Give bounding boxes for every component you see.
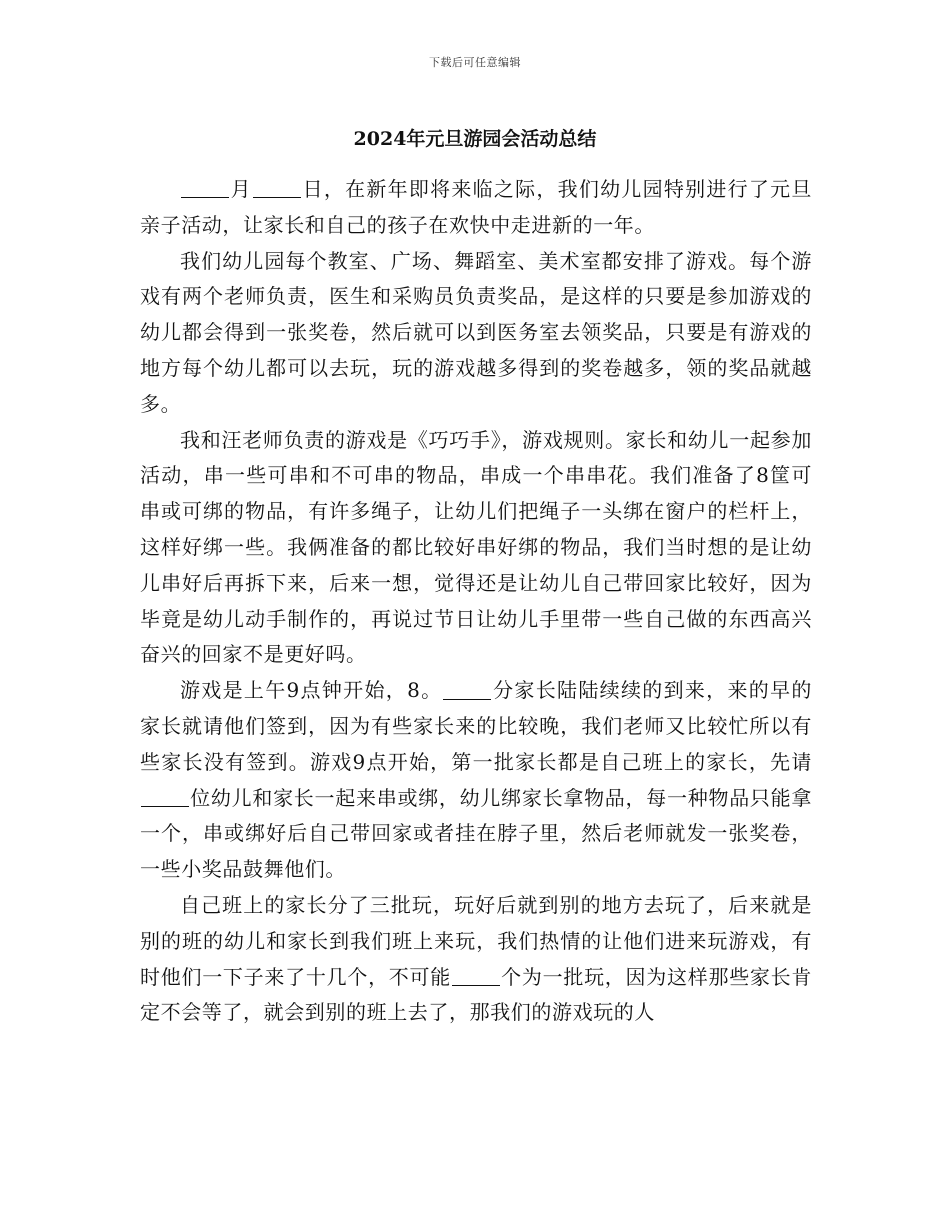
paragraph-text: 我们幼儿园每个教室、广场、舞蹈室、美术室都安排了游戏。每个游戏有两个老师负责，医生和采购员负责奖品，是这样的只要是参加游戏的幼儿都会得到一张奖卷，然后就可以到医务室去领奖品，只要是有游戏的地方每个幼儿都可以去玩，玩的游戏越多得到的奖卷越多，领的奖品就越多。 [140,248,812,416]
paragraph-text: 月 [230,177,252,201]
fill-in-blank [452,965,500,986]
fill-in-blank [443,679,491,700]
paragraph-text: 游戏是上午9点钟开始，8。 [180,678,443,703]
header-note: 下载后可任意编辑 [429,56,521,69]
paragraph-text: 日，在新年即将来临之际，我们幼儿园特别进行了元旦亲子活动，让家长和自己的孩子在欢快中走进新的一年。 [140,177,812,237]
document-title: 2024年元旦游园会活动总结 [353,128,597,150]
document-body [140,172,812,1031]
paragraph [140,244,812,423]
fill-in-blank [181,177,229,198]
paragraph-text: 我和汪老师负责的游戏是《巧巧手》，游戏规则。家长和幼儿一起参加活动，串一些可串和不可串的物品，串成一个串串花。我们准备了8筐可串或可绑的物品，有许多绳子，让幼儿们把绳子一头绑在窗户的栏杆上，这样好绑一些。我俩准备的都比较好串好绑的物品，我们当时想的是让幼儿串好后再拆下来，后来一想，觉得还是让幼儿自己带回家比较好，因为毕竟是幼儿动手制作的，再说过节日让幼儿手里带一些自己做的东西高兴奋兴的回家不是更好吗。 [140,427,812,667]
paragraph [140,888,812,1031]
fill-in-blank [253,177,301,198]
paragraph [140,673,812,888]
paragraph [140,172,812,244]
paragraph-text: 位幼儿和家长一起来串或绑，幼儿绑家长拿物品，每一种物品只能拿一个，串或绑好后自己带回家或者挂在脖子里，然后老师就发一张奖卷，一些小奖品鼓舞他们。 [140,785,812,882]
fill-in-blank [141,786,189,807]
paragraph [140,423,812,674]
paragraph-text: 个为一批玩，因为这样那些家长肯定不会等了，就会到别的班上去了，那我们的游戏玩的人 [140,964,812,1025]
paragraph-text: 分家长陆陆续续的到来，来的早的家长就请他们签到，因为有些家长来的比较晚，我们老师又比较忙所以有些家长没有签到。游戏9点开始，第一批家长都是自己班上的家长，先请 [140,678,813,774]
paragraph-text: 自己班上的家长分了三批玩，玩好后就到别的地方去玩了，后来就是别的班的幼儿和家长到我们班上来玩，我们热情的让他们进来玩游戏，有时他们一下子来了十几个，不可能 [140,892,812,989]
